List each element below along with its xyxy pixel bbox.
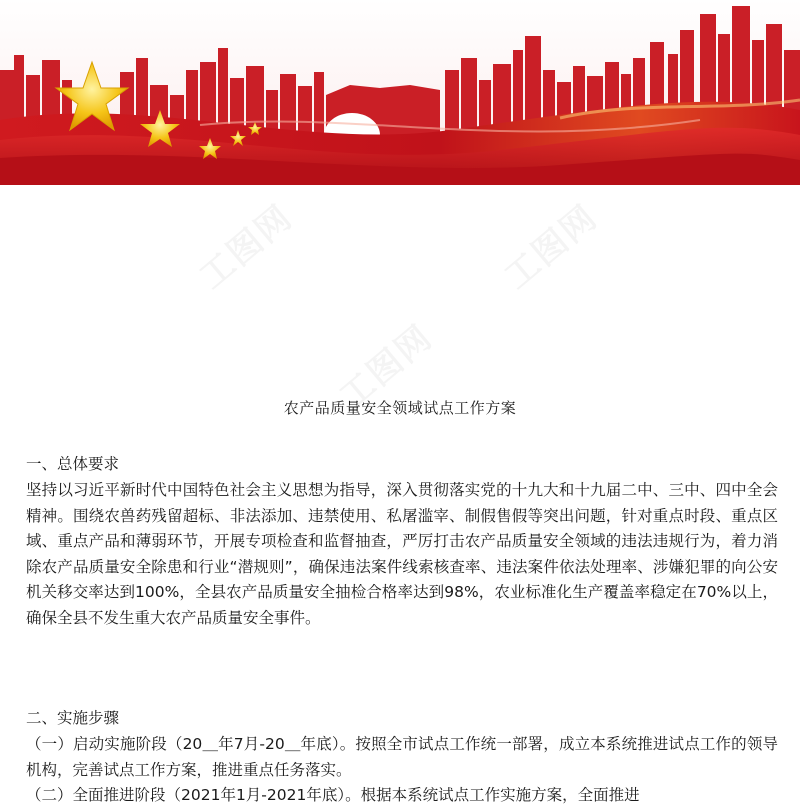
paragraph: 坚持以习近平新时代中国特色社会主义思想为指导，深入贯彻落实党的十九大和十九届二中、三中、四中全会精神。围绕农兽药残留超标、非法添加、违禁使用、私屠滥宰、制假售假等突出问题，针对重点时段、重点区域、重点产品和薄弱环节，开展专项检查和监督抽查，严厉打击农产品质量安全领域的违法违规行为，着力消除农产品质量安全除患和行业“潜规则”，确保违法案件线索核查率、违法案件依法处理率、涉嫌犯罪的向公安机关移交率达到100%，全县农产品质量安全抽检合格率达到98%，农业标准化生产覆盖率稳定在70%以上，确保全县不发生重大农产品质量安全事件。 <box>26 481 778 627</box>
paragraph: （一）启动实施阶段（20＿年7月-20＿年底）。按照全市试点工作统一部署，成立本系统推进试点工作的领导机构，完善试点工作方案，推进重点任务落实。 <box>26 735 778 779</box>
section-heading-general-requirements: 一、总体要求 <box>26 455 120 473</box>
header-banner <box>0 0 800 185</box>
section-heading-implementation-steps: 二、实施步骤 <box>26 709 120 727</box>
watermark <box>187 191 301 298</box>
document-title: 农产品质量安全领域试点工作方案 <box>283 399 517 417</box>
section-body-general-requirements <box>26 478 778 631</box>
watermark <box>492 191 606 298</box>
section-body-implementation-steps <box>26 732 778 809</box>
skyline-banner-graphic <box>0 0 800 185</box>
paragraph: （二）全面推进阶段（2021年1月-2021年底）。根据本系统试点工作实施方案，全面推进 <box>26 786 640 804</box>
